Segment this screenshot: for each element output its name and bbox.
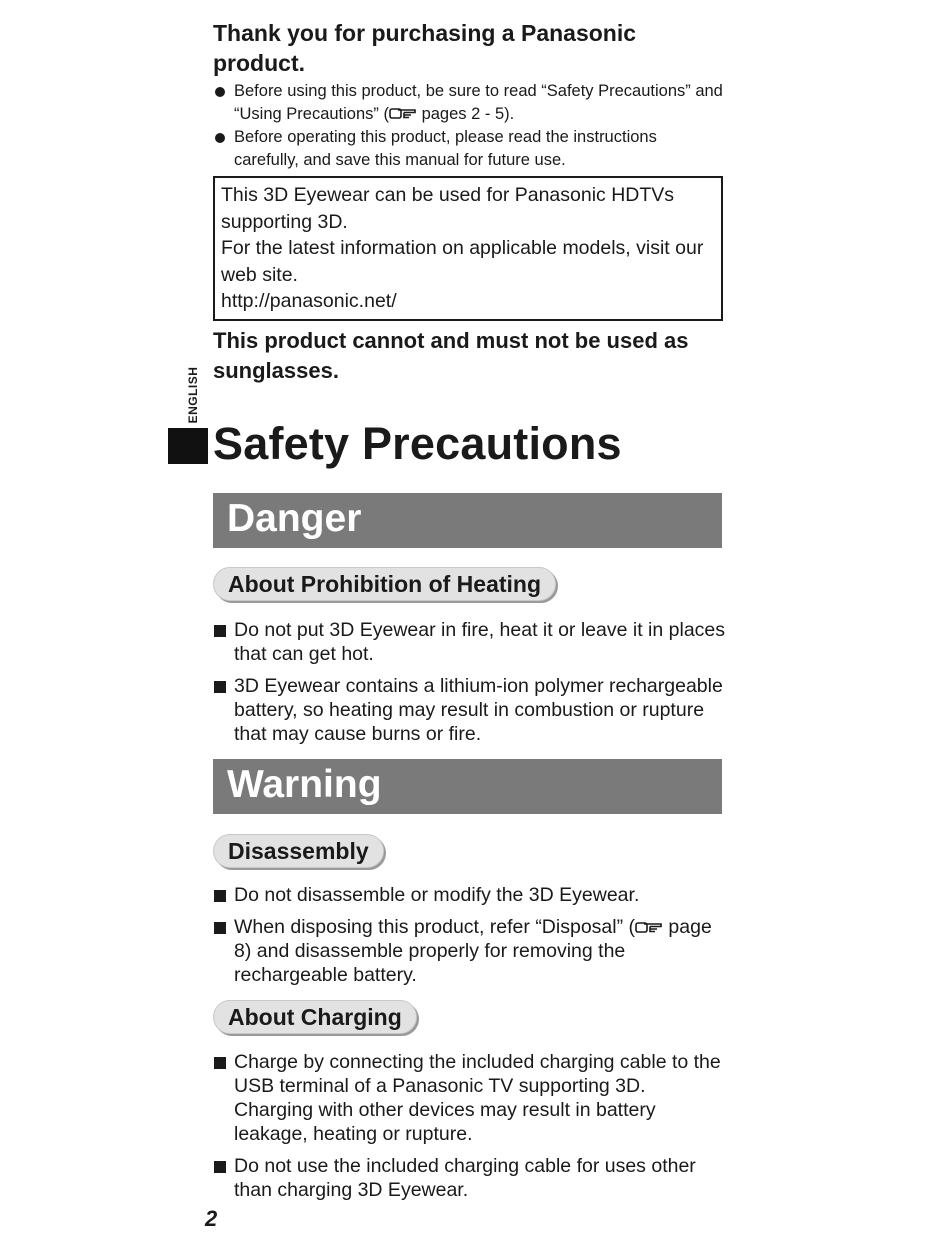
list-item [213,80,723,126]
subheading-heating [213,567,556,601]
compatibility-info-box [213,176,723,321]
bullet-square-icon [214,1057,226,1069]
list-item-text: Charge by connecting the included charging cable to the USB terminal of a Panasonic TV supporting 3D. Charging with other devices may result in battery leakage, heating or rupture. [234,1051,721,1145]
subheading-label: Disassembly [228,838,369,864]
subheading-label: About Charging [228,1004,402,1030]
info-line: For the latest information on applicable models, visit our web site. [221,237,704,286]
pointing-hand-reference-icon [389,106,417,120]
list-item-text: Do not disassemble or modify the 3D Eyewear. [234,884,640,906]
list-item [213,126,723,172]
info-line: This 3D Eyewear can be used for Panasonic HDTVs supporting 3D. [221,184,675,233]
list-item [213,618,728,666]
language-label: ENGLISH [186,366,200,424]
sunglasses-warning: This product cannot and must not be used as sunglasses. [213,328,689,383]
intro-bullet-list [213,80,723,172]
bullet-square-icon [214,1161,226,1173]
bullet-dot-icon [215,133,225,143]
bullet-square-icon [214,922,226,934]
subheading-disassembly [213,834,384,868]
intro-bullet-text: Before operating this product, please read the instructions carefully, and save this manual for future use. [234,128,657,169]
list-item-text: Do not put 3D Eyewear in fire, heat it or leave it in places that can get hot. [234,619,726,665]
section-marker-icon [168,428,208,464]
list-item [213,1154,728,1202]
bullet-square-icon [214,890,226,902]
list-item [213,674,728,746]
pointing-hand-reference-icon [635,920,663,934]
page-number: 2 [205,1206,218,1231]
danger-label: Danger [227,497,362,540]
danger-banner [213,493,722,548]
website-url: http://panasonic.net/ [221,290,397,312]
disassembly-list [213,883,728,995]
list-item-text: page 8) and disassemble properly for removing the rechargeable battery. [234,916,712,986]
section-title: Safety Precautions [213,418,622,469]
warning-label: Warning [227,763,382,806]
list-item-text: 3D Eyewear contains a lithium-ion polymer rechargeable battery, so heating may result in combustion or rupture that may cause burns or fire. [234,675,723,745]
list-item [213,915,728,987]
language-tab [178,360,208,430]
list-item-text: Do not use the included charging cable for uses other than charging 3D Eyewear. [234,1155,696,1201]
list-item-text: When disposing this product, refer “Disposal” ( [234,916,635,938]
bullet-square-icon [214,681,226,693]
list-item [213,1050,728,1146]
intro-title: Thank you for purchasing a Panasonic product. [213,20,637,76]
heating-list [213,618,728,754]
intro-bullet-ref: pages 2 - 5). [421,105,515,123]
bullet-square-icon [214,625,226,637]
bullet-dot-icon [215,87,225,97]
subheading-label: About Prohibition of Heating [228,571,542,597]
list-item [213,883,728,907]
warning-banner [213,759,722,814]
intro-bullet-text: Before using this product, be sure to read “Safety Precautions” and “Using Precautions” ( [234,82,723,123]
charging-list [213,1050,728,1210]
subheading-charging [213,1000,417,1034]
